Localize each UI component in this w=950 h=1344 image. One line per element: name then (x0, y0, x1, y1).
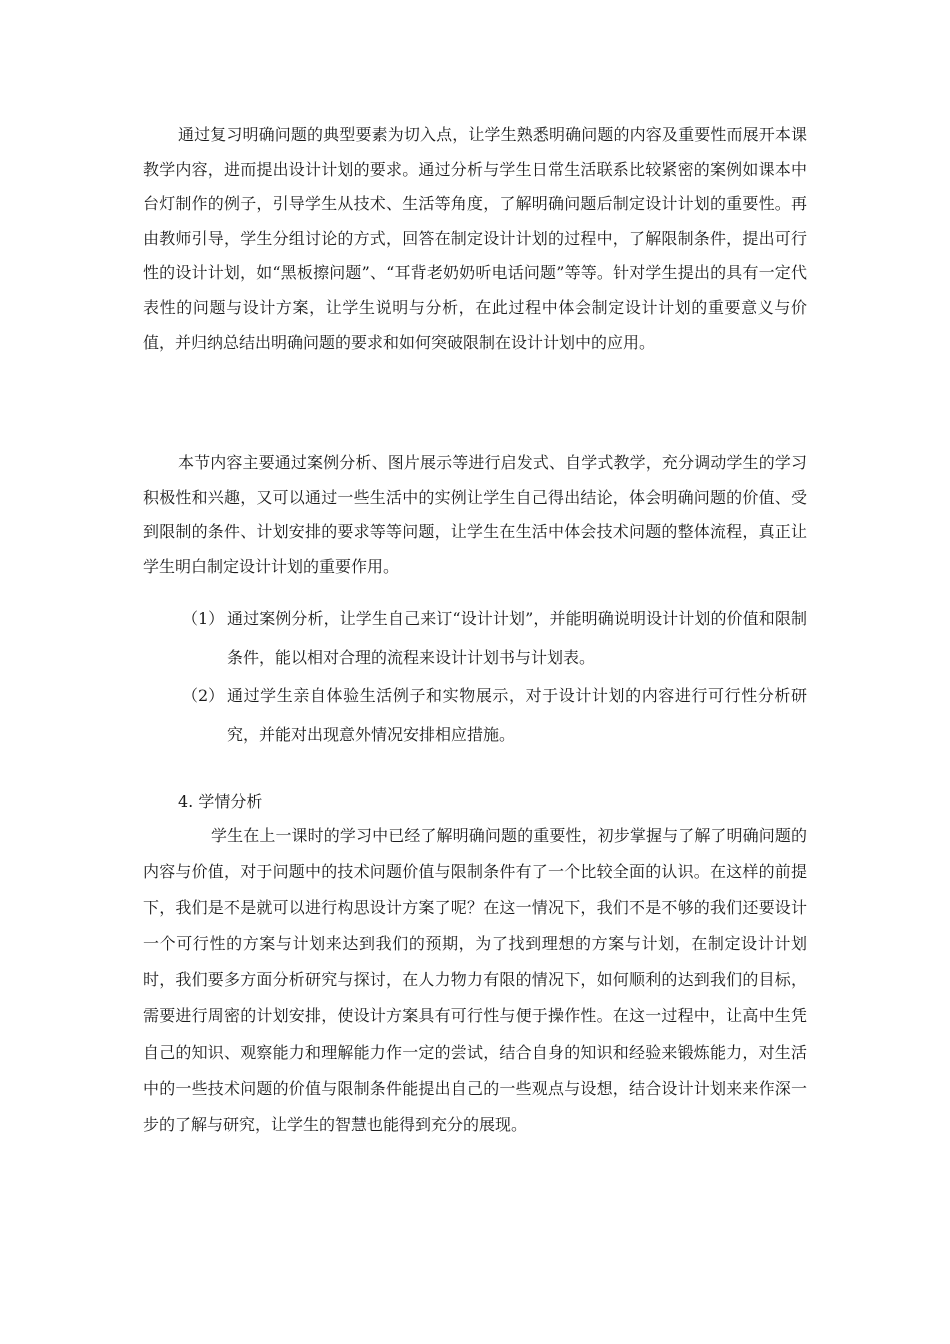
intro-paragraph: 通过复习明确问题的典型要素为切入点，让学生熟悉明确问题的内容及重要性而展开本课教学内容，进而提出设计计划的要求。通过分析与学生日常生活联系比较紧密的案例如课本中台灯制作的例子，引导学生从技术、生活等角度，了解明确问题后制定设计计划的重要性。再由教师引导，学生分组讨论的方式，回答在制定设计计划的过程中，了解限制条件，提出可行性的设计计划，如“黑板擦问题”、“耳背老奶奶听电话问题”等等。针对学生提出的具有一定代表性的问题与设计方案，让学生说明与分析，在此过程中体会制定设计计划的重要意义与价值，并归纳总结出明确问题的要求和如何突破限制在设计计划中的应用。 (143, 125, 807, 352)
objective-list-1 (143, 599, 807, 677)
student-analysis-paragraph: 学生在上一课时的学习中已经了解明确问题的重要性，初步掌握与了解了明确问题的内容与价值，对于问题中的技术问题价值与限制条件有了一个比较全面的认识。在这样的前提下，我们是不是就可以进行构思设计方案了呢？在这一情况下，我们不是不够的我们还要设计一个可行性的方案与计划来达到我们的预期，为了找到理想的方案与计划，在制定设计计划时，我们要多方面分析研究与探讨，在人力物力有限的情况下，如何顺利的达到我们的目标，需要进行周密的计划安排，使设计方案具有可行性与便于操作性。在这一过程中，让高中生凭自己的知识、观察能力和理解能力作一定的尝试，结合自身的知识和经验来锻炼能力，对生活中的一些技术问题的价值与限制条件能提出自己的一些观点与设想，结合设计计划来来作深一步的了解与研究，让学生的智慧也能得到充分的展现。 (143, 826, 807, 1134)
list-item-text: 通过学生亲自体验生活例子和实物展示，对于设计计划的内容进行可行性分析研究，并能对出现意外情况安排相应措施。 (227, 686, 807, 744)
list-item (143, 676, 807, 754)
objective-list-2 (143, 676, 807, 754)
list-item (143, 599, 807, 677)
teaching-method-paragraph: 本节内容主要通过案例分析、图片展示等进行启发式、自学式教学，充分调动学生的学习积极性和兴趣，又可以通过一些生活中的实例让学生自己得出结论，体会明确问题的价值、受到限制的条件、计划安排的要求等等问题，让学生在生活中体会技术问题的整体流程，真正让学生明白制定设计计划的重要作用。 (143, 453, 807, 576)
list-marker: （2） (182, 686, 225, 705)
list-item-text: 通过案例分析，让学生自己来订“设计计划”，并能明确说明设计计划的价值和限制条件，能以相对合理的流程来设计计划书与计划表。 (227, 609, 807, 667)
list-marker: （1） (182, 609, 225, 628)
section-heading: 4. 学情分析 (178, 792, 263, 811)
